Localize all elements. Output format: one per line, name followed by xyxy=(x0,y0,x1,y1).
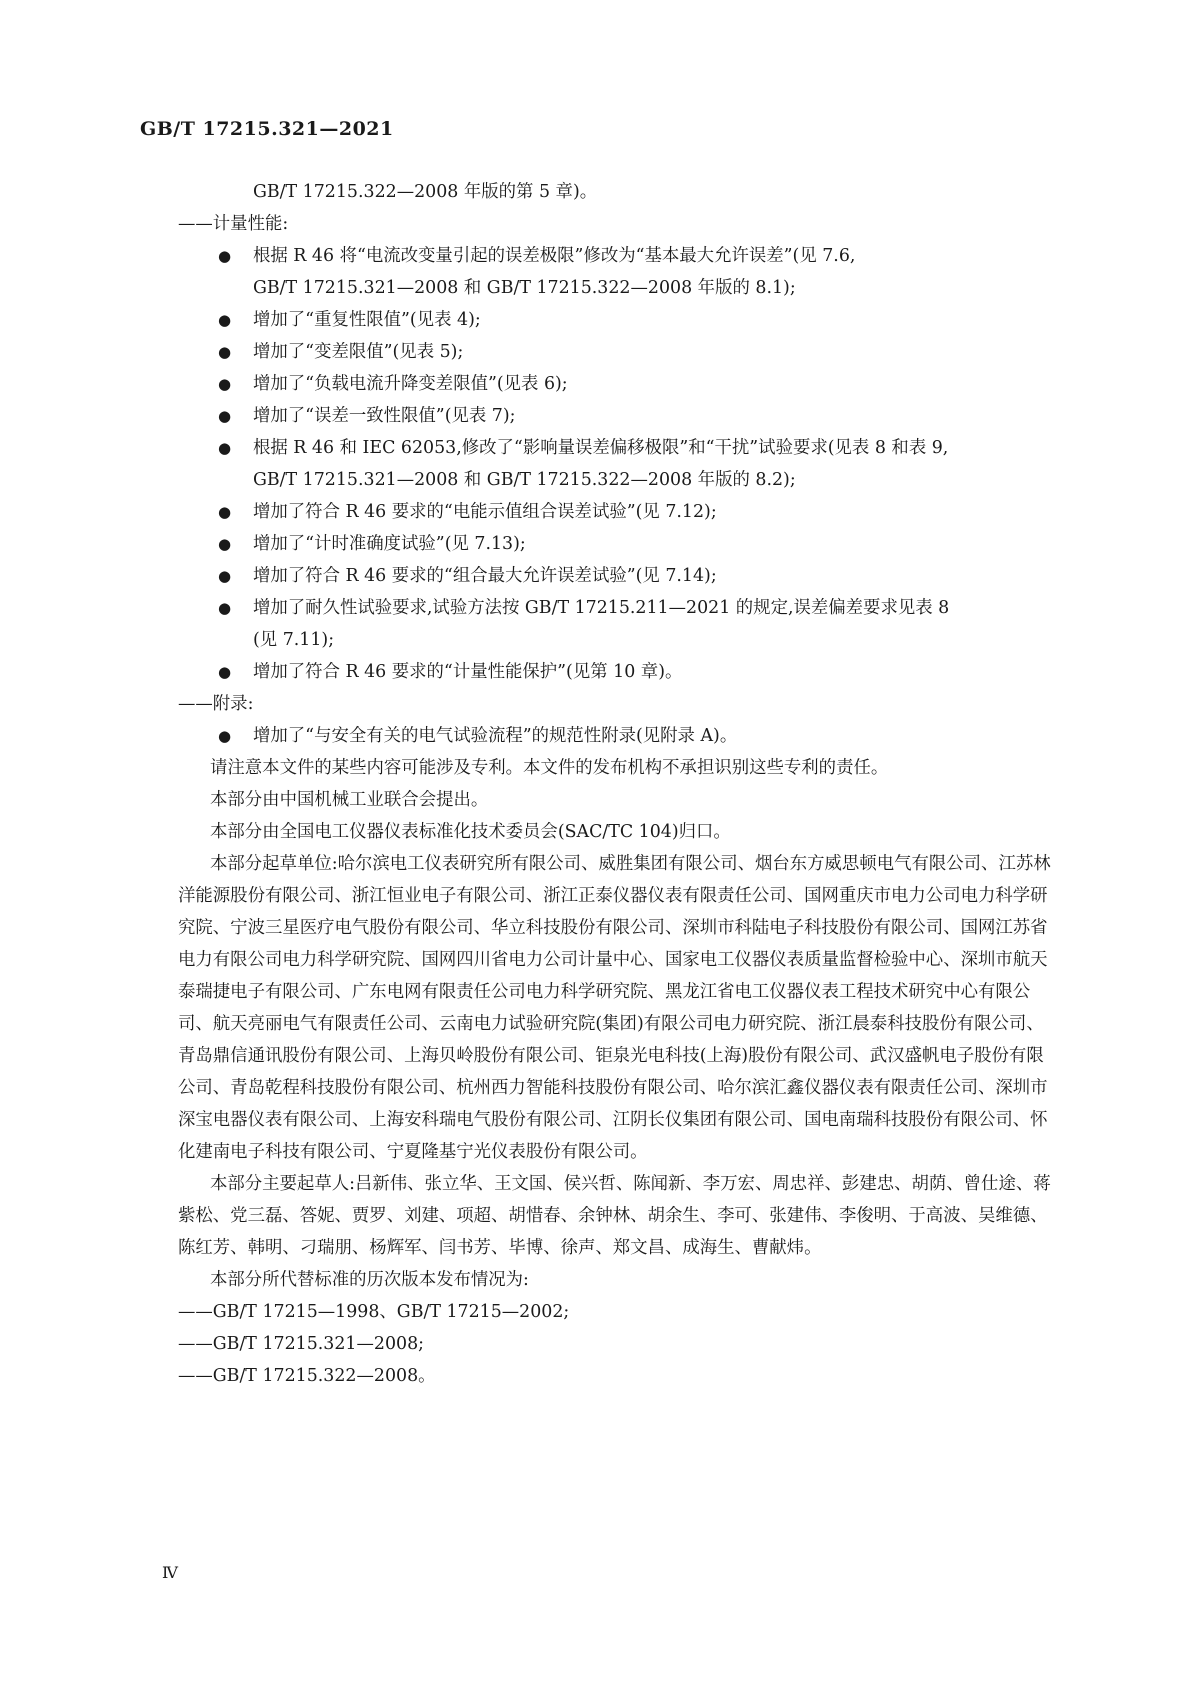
patent-notice: 请注意本文件的某些内容可能涉及专利。本文件的发布机构不承担识别这些专利的责任。 xyxy=(210,758,889,778)
bullet-line: GB/T 17215.321—2008 和 GB/T 17215.322—2008 年版的 8.1); xyxy=(253,278,796,298)
bullet-line: 增加了“重复性限值”(见表 4); xyxy=(253,310,481,330)
history-intro: 本部分所代替标准的历次版本发布情况为: xyxy=(210,1270,529,1290)
bullet-line: 增加了“变差限值”(见表 5); xyxy=(253,342,464,362)
bullet-item xyxy=(178,400,1058,432)
bullet-dot-icon: ● xyxy=(218,439,232,457)
document-body xyxy=(178,176,1058,1392)
bullet-line: 增加了符合 R 46 要求的“电能示值组合误差试验”(见 7.12); xyxy=(253,502,717,522)
proposed-by: 本部分由中国机械工业联合会提出。 xyxy=(210,790,489,810)
history-item: ——GB/T 17215.321—2008; xyxy=(178,1334,424,1354)
bullet-line: 增加了符合 R 46 要求的“计量性能保护”(见第 10 章)。 xyxy=(253,662,683,682)
bullet-dot-icon: ● xyxy=(218,503,232,521)
appendix-list xyxy=(178,720,1058,752)
bullet-line: (见 7.11); xyxy=(253,630,335,650)
metering-list xyxy=(178,240,1058,688)
bullet-dot-icon: ● xyxy=(218,567,232,585)
bullet-line: 增加了耐久性试验要求,试验方法按 GB/T 17215.211—2021 的规定,误差偏差要求见表 8 xyxy=(253,598,950,618)
bullet-item xyxy=(178,560,1058,592)
bullet-item xyxy=(178,432,1058,496)
bullet-item xyxy=(178,528,1058,560)
bullet-dot-icon: ● xyxy=(218,247,232,265)
bullet-line: 增加了“计时准确度试验”(见 7.13); xyxy=(253,534,526,554)
bullet-line: 增加了“与安全有关的电气试验流程”的规范性附录(见附录 A)。 xyxy=(253,726,738,746)
bullet-dot-icon: ● xyxy=(218,311,232,329)
bullet-dot-icon: ● xyxy=(218,727,232,745)
history-item: ——GB/T 17215.322—2008。 xyxy=(178,1366,436,1386)
metering-section-title: ——计量性能: xyxy=(178,214,289,234)
bullet-item xyxy=(178,336,1058,368)
bullet-line: 根据 R 46 将“电流改变量引起的误差极限”修改为“基本最大允许误差”(见 7.6, xyxy=(253,246,856,266)
bullet-item xyxy=(178,656,1058,688)
bullet-dot-icon: ● xyxy=(218,407,232,425)
continued-line: GB/T 17215.322—2008 年版的第 5 章)。 xyxy=(253,182,598,202)
bullet-item xyxy=(178,720,1058,752)
appendix-section-title: ——附录: xyxy=(178,694,254,714)
bullet-item xyxy=(178,240,1058,304)
page-number: Ⅳ xyxy=(162,1563,178,1582)
bullet-item xyxy=(178,304,1058,336)
bullet-item xyxy=(178,368,1058,400)
main-drafters: 本部分主要起草人:吕新伟、张立华、王文国、侯兴哲、陈闻新、李万宏、周忠祥、彭建忠、胡荫、曾仕途、蒋紫松、党三磊、答妮、贾罗、刘建、项超、胡惜春、余钟林、胡余生、李可、张建伟、李俊明、于高波、吴维德、陈红芳、韩明、刁瑞朋、杨辉军、闫书芳、毕博、徐声、郑文昌、成海生、曹献炜。 xyxy=(178,1174,1051,1258)
managed-by: 本部分由全国电工仪器仪表标准化技术委员会(SAC/TC 104)归口。 xyxy=(210,822,731,842)
bullet-dot-icon: ● xyxy=(218,343,232,361)
history-item: ——GB/T 17215—1998、GB/T 17215—2002; xyxy=(178,1302,570,1322)
standard-code-header: GB/T 17215.321—2021 xyxy=(140,118,394,140)
bullet-line: 增加了“误差一致性限值”(见表 7); xyxy=(253,406,516,426)
bullet-line: GB/T 17215.321—2008 和 GB/T 17215.322—2008 年版的 8.2); xyxy=(253,470,796,490)
bullet-line: 根据 R 46 和 IEC 62053,修改了“影响量误差偏移极限”和“干扰”试验要求(见表 8 和表 9, xyxy=(253,438,949,458)
drafting-units: 本部分起草单位:哈尔滨电工仪表研究所有限公司、威胜集团有限公司、烟台东方威思顿电气有限公司、江苏林洋能源股份有限公司、浙江恒业电子有限公司、浙江正泰仪器仪表有限责任公司、国网重庆市电力公司电力科学研究院、宁波三星医疗电气股份有限公司、华立科技股份有限公司、深圳市科陆电子科技股份有限公司、国网江苏省电力有限公司电力科学研究院、国网四川省电力公司计量中心、国家电工仪器仪表质量监督检验中心、深圳市航天泰瑞捷电子有限公司、广东电网有限责任公司电力科学研究院、黑龙江省电工仪器仪表工程技术研究中心有限公司、航天亮丽电气有限责任公司、云南电力试验研究院(集团)有限公司电力研究院、浙江晨泰科技股份有限公司、青岛鼎信通讯股份有限公司、上海贝岭股份有限公司、钜泉光电科技(上海)股份有限公司、武汉盛帆电子股份有限公司、青岛乾程科技股份有限公司、杭州西力智能科技股份有限公司、哈尔滨汇鑫仪器仪表有限责任公司、深圳市深宝电器仪表有限公司、上海安科瑞电气股份有限公司、江阴长仪集团有限公司、国电南瑞科技股份有限公司、怀化建南电子科技有限公司、宁夏隆基宁光仪表股份有限公司。 xyxy=(178,854,1051,1162)
bullet-item xyxy=(178,592,1058,656)
bullet-dot-icon: ● xyxy=(218,535,232,553)
bullet-item xyxy=(178,496,1058,528)
bullet-line: 增加了符合 R 46 要求的“组合最大允许误差试验”(见 7.14); xyxy=(253,566,717,586)
bullet-dot-icon: ● xyxy=(218,599,232,617)
bullet-dot-icon: ● xyxy=(218,375,232,393)
bullet-line: 增加了“负载电流升降变差限值”(见表 6); xyxy=(253,374,568,394)
bullet-dot-icon: ● xyxy=(218,663,232,681)
